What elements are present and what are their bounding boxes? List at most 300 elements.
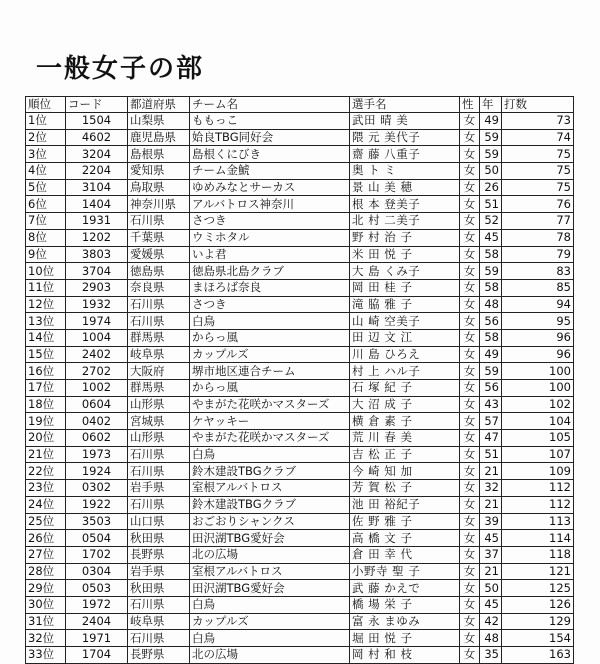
strokes-cell: 121 (502, 563, 574, 580)
team-cell: 田沢湖TBG愛好会 (190, 530, 350, 547)
age-cell: 58 (480, 246, 502, 263)
rank-cell: 28位 (26, 563, 66, 580)
prefecture-cell: 山形県 (128, 430, 190, 447)
age-cell: 51 (480, 196, 502, 213)
sex-cell: 女 (460, 363, 480, 380)
sex-cell: 女 (460, 196, 480, 213)
prefecture-cell: 岐阜県 (128, 613, 190, 630)
rank-cell: 33位 (26, 647, 66, 664)
code-cell: 1932 (66, 296, 128, 313)
player-cell: 根 本 登美子 (350, 196, 460, 213)
strokes-cell: 77 (502, 213, 574, 230)
player-cell: 田 辺 文 江 (350, 329, 460, 346)
age-cell: 48 (480, 296, 502, 313)
code-cell: 1404 (66, 196, 128, 213)
table-row (26, 546, 574, 563)
strokes-cell: 112 (502, 496, 574, 513)
header-code: コード (66, 97, 128, 113)
team-cell: 室根アルバトロス (190, 563, 350, 580)
header-team: チーム名 (190, 97, 350, 113)
team-cell: さつき (190, 296, 350, 313)
age-cell: 43 (480, 396, 502, 413)
prefecture-cell: 秋田県 (128, 530, 190, 547)
age-cell: 58 (480, 329, 502, 346)
prefecture-cell: 岐阜県 (128, 346, 190, 363)
code-cell: 3104 (66, 179, 128, 196)
sex-cell: 女 (460, 396, 480, 413)
sex-cell: 女 (460, 513, 480, 530)
strokes-cell: 75 (502, 163, 574, 180)
age-cell: 59 (480, 129, 502, 146)
team-cell: からっ風 (190, 380, 350, 397)
strokes-cell: 114 (502, 530, 574, 547)
sex-cell: 女 (460, 229, 480, 246)
prefecture-cell: 愛知県 (128, 163, 190, 180)
code-cell: 0402 (66, 413, 128, 430)
age-cell: 56 (480, 313, 502, 330)
rank-cell: 17位 (26, 380, 66, 397)
table-row (26, 213, 574, 230)
strokes-cell: 126 (502, 596, 574, 613)
prefecture-cell: 石川県 (128, 296, 190, 313)
code-cell: 1504 (66, 113, 128, 130)
player-cell: 倉 田 幸 代 (350, 546, 460, 563)
team-cell: 田沢湖TBG愛好会 (190, 580, 350, 597)
strokes-cell: 118 (502, 546, 574, 563)
sex-cell: 女 (460, 279, 480, 296)
rank-cell: 2位 (26, 129, 66, 146)
age-cell: 49 (480, 346, 502, 363)
strokes-cell: 94 (502, 296, 574, 313)
sex-cell: 女 (460, 179, 480, 196)
team-cell: 鈴木建設TBGクラブ (190, 496, 350, 513)
page-title: 一般女子の部 (36, 54, 205, 84)
age-cell: 59 (480, 263, 502, 280)
age-cell: 51 (480, 446, 502, 463)
rank-cell: 21位 (26, 446, 66, 463)
sex-cell: 女 (460, 630, 480, 647)
code-cell: 4602 (66, 129, 128, 146)
rank-cell: 30位 (26, 596, 66, 613)
prefecture-cell: 群馬県 (128, 380, 190, 397)
table-row (26, 113, 574, 130)
rank-cell: 32位 (26, 630, 66, 647)
player-cell: 奥 ト ミ (350, 163, 460, 180)
team-cell: おごおりシャンクス (190, 513, 350, 530)
age-cell: 42 (480, 613, 502, 630)
rank-cell: 19位 (26, 413, 66, 430)
rank-cell: 16位 (26, 363, 66, 380)
sex-cell: 女 (460, 246, 480, 263)
player-cell: 佐 野 雅 子 (350, 513, 460, 530)
sex-cell: 女 (460, 580, 480, 597)
header-row (26, 97, 574, 113)
rank-cell: 15位 (26, 346, 66, 363)
strokes-cell: 76 (502, 196, 574, 213)
sex-cell: 女 (460, 430, 480, 447)
player-cell: 石 塚 紀 子 (350, 380, 460, 397)
sex-cell: 女 (460, 563, 480, 580)
sex-cell: 女 (460, 463, 480, 480)
player-cell: 堀 田 悦 子 (350, 630, 460, 647)
code-cell: 1974 (66, 313, 128, 330)
sex-cell: 女 (460, 380, 480, 397)
team-cell: からっ風 (190, 329, 350, 346)
sex-cell: 女 (460, 496, 480, 513)
age-cell: 21 (480, 463, 502, 480)
table-row (26, 380, 574, 397)
rank-cell: 31位 (26, 613, 66, 630)
age-cell: 45 (480, 229, 502, 246)
player-cell: 武田 晴 美 (350, 113, 460, 130)
player-cell: 橋 場 栄 子 (350, 596, 460, 613)
rank-cell: 27位 (26, 546, 66, 563)
rank-cell: 4位 (26, 163, 66, 180)
age-cell: 58 (480, 279, 502, 296)
code-cell: 0302 (66, 480, 128, 497)
prefecture-cell: 長野県 (128, 546, 190, 563)
code-cell: 2402 (66, 346, 128, 363)
table-row (26, 496, 574, 513)
sex-cell: 女 (460, 163, 480, 180)
team-cell: カップルズ (190, 613, 350, 630)
age-cell: 52 (480, 213, 502, 230)
table-row (26, 630, 574, 647)
code-cell: 0602 (66, 430, 128, 447)
team-cell: ウミホタル (190, 229, 350, 246)
table-row (26, 613, 574, 630)
player-cell: 岡 村 和 枝 (350, 647, 460, 664)
prefecture-cell: 山梨県 (128, 113, 190, 130)
strokes-cell: 105 (502, 430, 574, 447)
strokes-cell: 163 (502, 647, 574, 664)
table-row (26, 196, 574, 213)
rank-cell: 18位 (26, 396, 66, 413)
player-cell: 荒 川 春 美 (350, 430, 460, 447)
rank-cell: 23位 (26, 480, 66, 497)
team-cell: さつき (190, 213, 350, 230)
table-row (26, 363, 574, 380)
prefecture-cell: 大阪府 (128, 363, 190, 380)
team-cell: 室根アルバトロス (190, 480, 350, 497)
prefecture-cell: 宮城県 (128, 413, 190, 430)
age-cell: 50 (480, 580, 502, 597)
age-cell: 59 (480, 146, 502, 163)
rank-cell: 24位 (26, 496, 66, 513)
strokes-cell: 104 (502, 413, 574, 430)
header-strokes: 打数 (502, 97, 574, 113)
team-cell: ゆめみなとサーカス (190, 179, 350, 196)
table-row (26, 129, 574, 146)
sex-cell: 女 (460, 446, 480, 463)
sex-cell: 女 (460, 413, 480, 430)
team-cell: 北の広場 (190, 546, 350, 563)
header-prefecture: 都道府県 (128, 97, 190, 113)
table-row (26, 513, 574, 530)
strokes-cell: 125 (502, 580, 574, 597)
code-cell: 1972 (66, 596, 128, 613)
header-player: 選手名 (350, 97, 460, 113)
prefecture-cell: 山形県 (128, 396, 190, 413)
rank-cell: 25位 (26, 513, 66, 530)
prefecture-cell: 千葉県 (128, 229, 190, 246)
results-table (25, 96, 574, 664)
age-cell: 35 (480, 647, 502, 664)
age-cell: 57 (480, 413, 502, 430)
sex-cell: 女 (460, 647, 480, 664)
sex-cell: 女 (460, 530, 480, 547)
strokes-cell: 154 (502, 630, 574, 647)
code-cell: 0504 (66, 530, 128, 547)
team-cell: 白鳥 (190, 596, 350, 613)
prefecture-cell: 石川県 (128, 463, 190, 480)
table-row (26, 163, 574, 180)
strokes-cell: 95 (502, 313, 574, 330)
team-cell: ケヤッキー (190, 413, 350, 430)
table-row (26, 179, 574, 196)
player-cell: 大 島 くみ子 (350, 263, 460, 280)
strokes-cell: 73 (502, 113, 574, 130)
age-cell: 49 (480, 113, 502, 130)
table-row (26, 596, 574, 613)
table-row (26, 430, 574, 447)
code-cell: 1702 (66, 546, 128, 563)
sex-cell: 女 (460, 613, 480, 630)
sex-cell: 女 (460, 546, 480, 563)
rank-cell: 6位 (26, 196, 66, 213)
sex-cell: 女 (460, 329, 480, 346)
table-row (26, 229, 574, 246)
code-cell: 0503 (66, 580, 128, 597)
team-cell: やまがた花咲かマスターズ (190, 396, 350, 413)
player-cell: 横 倉 素 子 (350, 413, 460, 430)
table-row (26, 530, 574, 547)
strokes-cell: 129 (502, 613, 574, 630)
rank-cell: 3位 (26, 146, 66, 163)
code-cell: 0304 (66, 563, 128, 580)
age-cell: 45 (480, 530, 502, 547)
code-cell: 1931 (66, 213, 128, 230)
sex-cell: 女 (460, 129, 480, 146)
rank-cell: 12位 (26, 296, 66, 313)
team-cell: 白鳥 (190, 630, 350, 647)
code-cell: 3204 (66, 146, 128, 163)
strokes-cell: 96 (502, 346, 574, 363)
prefecture-cell: 石川県 (128, 313, 190, 330)
strokes-cell: 85 (502, 279, 574, 296)
team-cell: まほろば奈良 (190, 279, 350, 296)
prefecture-cell: 神奈川県 (128, 196, 190, 213)
table-row (26, 480, 574, 497)
code-cell: 2404 (66, 613, 128, 630)
code-cell: 0604 (66, 396, 128, 413)
table-row (26, 313, 574, 330)
team-cell: 白鳥 (190, 313, 350, 330)
strokes-cell: 102 (502, 396, 574, 413)
player-cell: 小野寺 聖 子 (350, 563, 460, 580)
strokes-cell: 83 (502, 263, 574, 280)
prefecture-cell: 群馬県 (128, 329, 190, 346)
code-cell: 1971 (66, 630, 128, 647)
table-row (26, 146, 574, 163)
table-row (26, 580, 574, 597)
code-cell: 1202 (66, 229, 128, 246)
prefecture-cell: 岩手県 (128, 480, 190, 497)
code-cell: 2903 (66, 279, 128, 296)
code-cell: 2204 (66, 163, 128, 180)
rank-cell: 22位 (26, 463, 66, 480)
rank-cell: 1位 (26, 113, 66, 130)
strokes-cell: 100 (502, 380, 574, 397)
age-cell: 21 (480, 563, 502, 580)
team-cell: カップルズ (190, 346, 350, 363)
sex-cell: 女 (460, 346, 480, 363)
player-cell: 吉 松 正 子 (350, 446, 460, 463)
age-cell: 37 (480, 546, 502, 563)
player-cell: 池 田 裕紀子 (350, 496, 460, 513)
code-cell: 2702 (66, 363, 128, 380)
rank-cell: 14位 (26, 329, 66, 346)
prefecture-cell: 長野県 (128, 647, 190, 664)
code-cell: 1924 (66, 463, 128, 480)
team-cell: ももっこ (190, 113, 350, 130)
table-row (26, 296, 574, 313)
rank-cell: 11位 (26, 279, 66, 296)
header-age: 年 (480, 97, 502, 113)
code-cell: 1004 (66, 329, 128, 346)
player-cell: 山 崎 空美子 (350, 313, 460, 330)
player-cell: 芳 賀 松 子 (350, 480, 460, 497)
sex-cell: 女 (460, 113, 480, 130)
prefecture-cell: 愛媛県 (128, 246, 190, 263)
player-cell: 野 村 治 子 (350, 229, 460, 246)
prefecture-cell: 秋田県 (128, 580, 190, 597)
player-cell: 川 島 ひろえ (350, 346, 460, 363)
table-row (26, 647, 574, 664)
rank-cell: 9位 (26, 246, 66, 263)
rank-cell: 13位 (26, 313, 66, 330)
code-cell: 3803 (66, 246, 128, 263)
code-cell: 3503 (66, 513, 128, 530)
sex-cell: 女 (460, 146, 480, 163)
sex-cell: 女 (460, 313, 480, 330)
age-cell: 32 (480, 480, 502, 497)
table-row (26, 463, 574, 480)
code-cell: 1922 (66, 496, 128, 513)
sex-cell: 女 (460, 596, 480, 613)
age-cell: 21 (480, 496, 502, 513)
strokes-cell: 74 (502, 129, 574, 146)
table-row (26, 413, 574, 430)
rank-cell: 7位 (26, 213, 66, 230)
age-cell: 50 (480, 163, 502, 180)
table-row (26, 346, 574, 363)
prefecture-cell: 岩手県 (128, 563, 190, 580)
prefecture-cell: 奈良県 (128, 279, 190, 296)
team-cell: 姶良TBG同好会 (190, 129, 350, 146)
prefecture-cell: 石川県 (128, 446, 190, 463)
sex-cell: 女 (460, 296, 480, 313)
prefecture-cell: 石川県 (128, 496, 190, 513)
age-cell: 48 (480, 630, 502, 647)
prefecture-cell: 鳥取県 (128, 179, 190, 196)
strokes-cell: 75 (502, 146, 574, 163)
header-sex: 性 (460, 97, 480, 113)
rank-cell: 8位 (26, 229, 66, 246)
team-cell: 鈴木建設TBGクラブ (190, 463, 350, 480)
team-cell: 島根くにびき (190, 146, 350, 163)
strokes-cell: 96 (502, 329, 574, 346)
player-cell: 岡 田 桂 子 (350, 279, 460, 296)
code-cell: 1973 (66, 446, 128, 463)
table-row (26, 329, 574, 346)
code-cell: 3704 (66, 263, 128, 280)
strokes-cell: 79 (502, 246, 574, 263)
table-row (26, 263, 574, 280)
prefecture-cell: 石川県 (128, 596, 190, 613)
sex-cell: 女 (460, 213, 480, 230)
team-cell: やまがた花咲かマスターズ (190, 430, 350, 447)
prefecture-cell: 徳島県 (128, 263, 190, 280)
team-cell: 堺市地区連合チーム (190, 363, 350, 380)
player-cell: 景 山 美 穂 (350, 179, 460, 196)
strokes-cell: 109 (502, 463, 574, 480)
prefecture-cell: 石川県 (128, 213, 190, 230)
team-cell: 白鳥 (190, 446, 350, 463)
player-cell: 隈 元 美代子 (350, 129, 460, 146)
age-cell: 56 (480, 380, 502, 397)
team-cell: アルバトロス神奈川 (190, 196, 350, 213)
table-row (26, 246, 574, 263)
rank-cell: 29位 (26, 580, 66, 597)
strokes-cell: 112 (502, 480, 574, 497)
team-cell: 北の広場 (190, 647, 350, 664)
player-cell: 齋 藤 八重子 (350, 146, 460, 163)
strokes-cell: 78 (502, 229, 574, 246)
rank-cell: 20位 (26, 430, 66, 447)
age-cell: 26 (480, 179, 502, 196)
sex-cell: 女 (460, 480, 480, 497)
player-cell: 大 沼 成 子 (350, 396, 460, 413)
age-cell: 39 (480, 513, 502, 530)
player-cell: 今 崎 知 加 (350, 463, 460, 480)
prefecture-cell: 島根県 (128, 146, 190, 163)
age-cell: 59 (480, 363, 502, 380)
team-cell: 徳島県北島クラブ (190, 263, 350, 280)
code-cell: 1704 (66, 647, 128, 664)
rank-cell: 10位 (26, 263, 66, 280)
player-cell: 富 永 まゆみ (350, 613, 460, 630)
header-rank: 順位 (26, 97, 66, 113)
age-cell: 45 (480, 596, 502, 613)
prefecture-cell: 山口県 (128, 513, 190, 530)
player-cell: 村 上 ハル子 (350, 363, 460, 380)
player-cell: 米 田 悦 子 (350, 246, 460, 263)
player-cell: 滝 脇 雅 子 (350, 296, 460, 313)
prefecture-cell: 鹿児島県 (128, 129, 190, 146)
player-cell: 北 村 二美子 (350, 213, 460, 230)
player-cell: 高 橋 文 子 (350, 530, 460, 547)
strokes-cell: 113 (502, 513, 574, 530)
prefecture-cell: 石川県 (128, 630, 190, 647)
strokes-cell: 100 (502, 363, 574, 380)
player-cell: 武 藤 かえで (350, 580, 460, 597)
table-row (26, 563, 574, 580)
table-row (26, 396, 574, 413)
table-row (26, 446, 574, 463)
strokes-cell: 75 (502, 179, 574, 196)
team-cell: チーム金鯱 (190, 163, 350, 180)
